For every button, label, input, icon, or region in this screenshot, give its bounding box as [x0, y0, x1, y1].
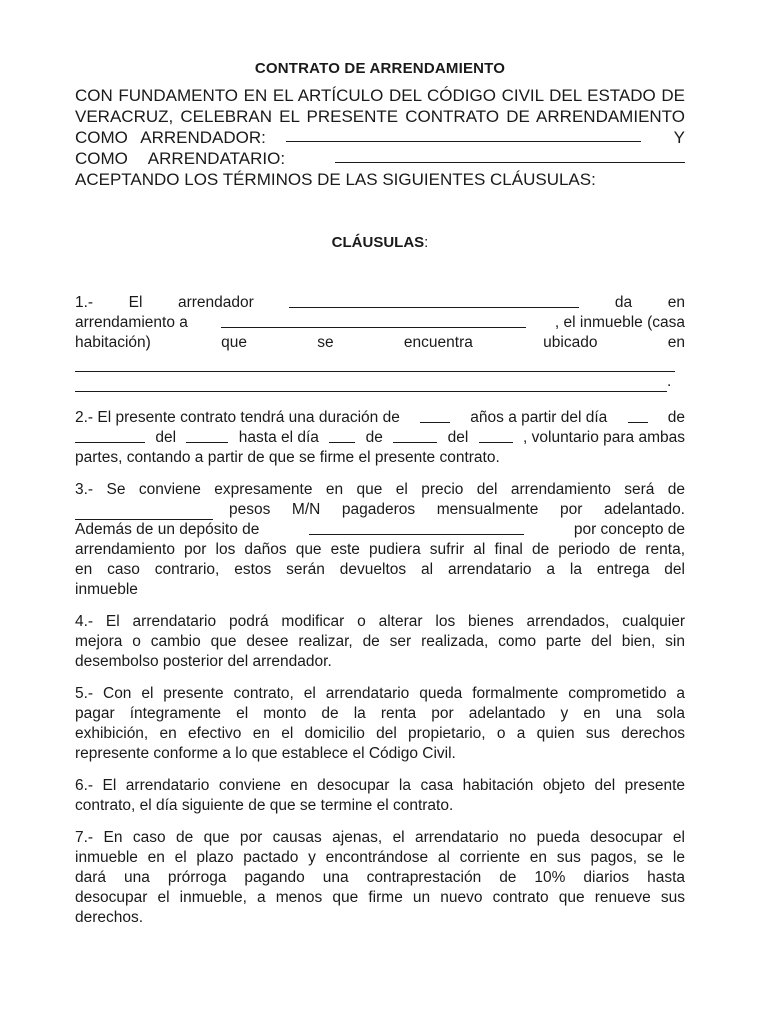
- clause-3-line-6: inmueble: [75, 581, 138, 598]
- contract-page: [75, 60, 685, 940]
- clause-6-line-1: 6.- El arrendatario conviene en desocupar la casa habitación objeto del presente: [75, 777, 685, 794]
- clause-2-day-blank[interactable]: [628, 408, 648, 423]
- clause-5-line-3: exhibición, en efectivo en el domicilio del propietario, o a quien sus derechos: [75, 725, 685, 742]
- clause-1-address-blank-2[interactable]: [75, 373, 667, 392]
- intro-line-2: VERACRUZ, CELEBRAN EL PRESENTE CONTRATO DE ARRENDAMIENTO: [75, 107, 685, 126]
- clause-3-text: Además de un depósito de: [75, 521, 260, 538]
- intro-line-5: ACEPTANDO LOS TÉRMINOS DE LAS SIGUIENTES CLÁUSULAS:: [75, 170, 596, 189]
- clause-1-text: arrendamiento a: [75, 314, 188, 331]
- clause-1-word: que: [221, 334, 247, 351]
- clause-3-line-4: arrendamiento por los daños que este pudiera sufrir al final de periodo de renta,: [75, 541, 685, 558]
- clause-3-text: por concepto de: [573, 521, 685, 538]
- clause-1-word: da: [614, 294, 633, 311]
- clause-2-end-month-blank[interactable]: [393, 428, 437, 443]
- clause-2-line-3: partes, contando a partir de que se firme el presente contrato.: [75, 449, 500, 466]
- clause-7-line-5: derechos.: [75, 909, 144, 926]
- clause-1-word: El: [128, 294, 143, 311]
- clause-1-address-blank-1[interactable]: [75, 353, 675, 372]
- clause-2-text: de: [667, 409, 685, 426]
- clause-2-text: hasta el día: [238, 429, 319, 446]
- clause-2: [75, 408, 685, 468]
- clause-3-line-1: 3.- Se conviene expresamente en que el precio del arrendamiento será de: [75, 481, 685, 498]
- clause-1-period: .: [667, 373, 672, 390]
- clause-2-text: de: [365, 429, 383, 446]
- clause-2-years-blank[interactable]: [420, 408, 450, 423]
- clause-2-text: del: [447, 429, 469, 446]
- arrendatario-label: ARRENDATARIO:: [147, 149, 286, 168]
- document-title: CONTRATO DE ARRENDAMIENTO: [254, 60, 506, 77]
- clause-1-word: se: [317, 334, 334, 351]
- clause-3-line-3: [75, 520, 685, 540]
- clause-2-line-1: [75, 408, 685, 428]
- clause-2-end-year-blank[interactable]: [479, 428, 513, 443]
- clause-1-word: arrendador: [177, 294, 254, 311]
- clause-1-line-3: [75, 333, 685, 353]
- clause-3-text: pesos M/N pagaderos mensualmente por adelantado.: [229, 501, 685, 518]
- clause-2-end-day-blank[interactable]: [329, 428, 355, 443]
- clausulas-heading-text: CLÁUSULAS: [331, 234, 425, 251]
- clause-4-line-3: desembolso posterior del arrendador.: [75, 653, 332, 670]
- clause-7-line-2: inmueble en el plazo pactado y encontrándose al corriente en sus pagos, se le: [75, 849, 685, 866]
- clause-1-word: habitación): [75, 334, 151, 351]
- clause-1-arrendatario-blank[interactable]: [221, 313, 526, 328]
- clause-3-price-blank[interactable]: [75, 505, 213, 520]
- clause-7: [75, 828, 685, 928]
- clause-5-line-1: 5.- Con el presente contrato, el arrendatario queda formalmente comprometido a: [75, 685, 685, 702]
- intro-line-1: CON FUNDAMENTO EN EL ARTÍCULO DEL CÓDIGO CIVIL DEL ESTADO DE: [75, 86, 685, 105]
- intro-line-4: [75, 148, 685, 169]
- clause-2-year-blank[interactable]: [186, 428, 228, 443]
- clause-1-word: ubicado: [543, 334, 598, 351]
- clause-2-line-2: [75, 428, 685, 448]
- clause-2-text: , voluntario para ambas: [523, 429, 685, 446]
- clause-2-text: 2.- El presente contrato tendrá una duración de: [75, 409, 400, 426]
- clause-1-text: , el inmueble (casa: [554, 314, 685, 331]
- clause-4: [75, 612, 685, 672]
- intro-line-3: [75, 127, 685, 148]
- intro-como-1: COMO: [75, 128, 128, 147]
- clause-3: [75, 480, 685, 600]
- intro-como-2: COMO: [75, 149, 128, 168]
- clause-1-number: 1.-: [75, 294, 94, 311]
- clause-1-line-2: [75, 313, 685, 333]
- clause-5-line-2: pagar íntegramente el monto de la renta por adelantado y en una sola: [75, 705, 685, 722]
- clause-6: [75, 776, 685, 816]
- clause-2-text: años a partir del día: [470, 409, 608, 426]
- clause-1-word: encuentra: [403, 334, 473, 351]
- clause-1-line-1: [75, 293, 685, 313]
- clause-7-line-1: 7.- En caso de que por causas ajenas, el arrendatario no pueda desocupar el: [75, 829, 685, 846]
- clause-3-line-2: [75, 500, 685, 520]
- clause-4-line-2: mejora o cambio que desee realizar, de ser realizada, como parte del bien, sin: [75, 633, 685, 650]
- intro-y: Y: [673, 128, 685, 147]
- clause-1-word: en: [667, 334, 685, 351]
- clause-4-line-1: 4.- El arrendatario podrá modificar o alterar los bienes arrendados, cualquier: [75, 613, 685, 630]
- clause-6-line-2: contrato, el día siguiente de que se termine el contrato.: [75, 797, 454, 814]
- clause-7-line-3: dará una prórroga pagando una contraprestación de 10% diarios hasta: [75, 869, 685, 886]
- clause-3-deposit-blank[interactable]: [309, 520, 524, 535]
- clause-1: [75, 293, 685, 392]
- clause-1-arrendador-blank[interactable]: [289, 293, 579, 308]
- clause-2-text: del: [155, 429, 177, 446]
- clause-5: [75, 684, 685, 764]
- clausulas-heading-colon: :: [424, 234, 429, 251]
- clause-5-line-4: represente conforme a lo que establece el Código Civil.: [75, 745, 456, 762]
- clausulas-heading: [75, 234, 685, 251]
- arrendador-blank[interactable]: [286, 127, 641, 142]
- clause-3-line-5: en caso contrario, estos serán devueltos al arrendatario a la entrega del: [75, 561, 685, 578]
- arrendatario-blank[interactable]: [335, 148, 685, 163]
- arrendador-label: ARRENDADOR:: [140, 128, 266, 147]
- clause-2-month-blank[interactable]: [75, 428, 145, 443]
- intro-paragraph: [75, 85, 685, 190]
- clause-7-line-4: desocupar el inmueble, a menos que firme un nuevo contrato que renueve sus: [75, 889, 685, 906]
- clause-1-word: en: [667, 294, 685, 311]
- clause-1-line-5: [75, 372, 685, 392]
